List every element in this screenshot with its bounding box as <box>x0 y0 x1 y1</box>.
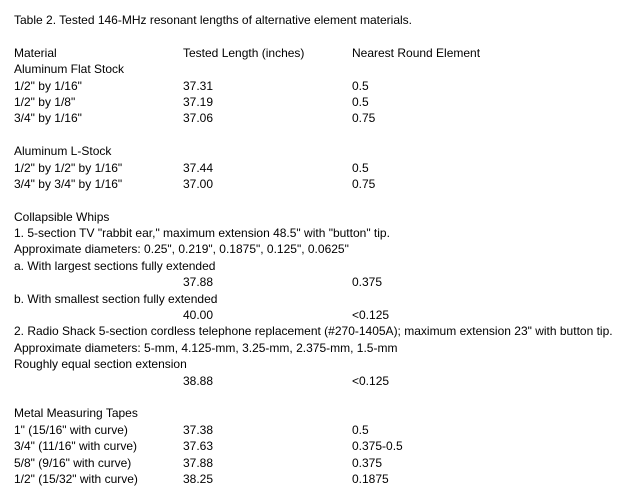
row-material: 5/8" (9/16" with curve) <box>14 455 132 470</box>
table-row <box>14 438 624 454</box>
document <box>14 12 624 487</box>
spacer <box>14 389 624 405</box>
row-length: 37.00 <box>183 176 214 191</box>
row-nearest: 0.375-0.5 <box>352 439 403 454</box>
table-row <box>14 471 624 487</box>
table-row <box>14 373 624 389</box>
table-row <box>14 110 624 126</box>
row-nearest: 0.5 <box>352 94 369 109</box>
row-material: 3/4" by 3/4" by 1/16" <box>14 176 123 191</box>
whip-item-1b: b. With smallest section fully extended <box>14 291 218 306</box>
table-row <box>14 78 624 94</box>
table-row <box>14 94 624 110</box>
row-material: 1/2" by 1/2" by 1/16" <box>14 160 123 175</box>
spacer <box>14 127 624 143</box>
whip-item-2: 2. Radio Shack 5-section cordless telephone replacement (#270-1405A); maximum extension 23" with button tip. Approximate diameters: 5-mm, 4.125-mm, 3.25-mm, 2.375-mm, 1.5-mm <box>14 324 613 355</box>
section-heading-tapes: Metal Measuring Tapes <box>14 406 138 421</box>
row-length: 37.88 <box>183 275 214 290</box>
table-row <box>14 422 624 438</box>
whip-item-1: 1. 5-section TV "rabbit ear," maximum extension 48.5" with "button" tip. <box>14 226 390 241</box>
row-nearest: 0.1875 <box>352 471 389 486</box>
row-length: 37.38 <box>183 422 214 437</box>
row-length: 37.44 <box>183 160 214 175</box>
header-material: Material <box>14 45 57 60</box>
row-length: 37.31 <box>183 78 214 93</box>
whip-item-1a: a. With largest sections fully extended <box>14 258 216 273</box>
row-length: 38.25 <box>183 471 214 486</box>
row-length: 40.00 <box>183 308 214 323</box>
row-length: 37.19 <box>183 94 214 109</box>
spacer <box>14 28 624 44</box>
row-nearest: 0.75 <box>352 111 376 126</box>
section-heading-whips: Collapsible Whips <box>14 209 110 224</box>
row-length: 37.06 <box>183 111 214 126</box>
row-nearest: 0.75 <box>352 176 376 191</box>
row-nearest: 0.5 <box>352 160 369 175</box>
row-material: 3/4" (11/16" with curve) <box>14 439 138 454</box>
header-length: Tested Length (inches) <box>183 45 305 60</box>
header-row <box>14 45 624 61</box>
row-material: 3/4" by 1/16" <box>14 111 82 126</box>
row-nearest: 0.5 <box>352 78 369 93</box>
row-length: 37.88 <box>183 455 214 470</box>
table-row <box>14 274 624 290</box>
row-length: 37.63 <box>183 439 214 454</box>
row-material: 1" (15/16" with curve) <box>14 422 128 437</box>
row-length: 38.88 <box>183 373 214 388</box>
row-nearest: 0.375 <box>352 275 383 290</box>
section-heading-flat-stock: Aluminum Flat Stock <box>14 62 125 77</box>
row-nearest: 0.375 <box>352 455 383 470</box>
section-heading-l-stock: Aluminum L-Stock <box>14 144 112 159</box>
row-material: 1/2" by 1/8" <box>14 94 76 109</box>
spacer <box>14 192 624 208</box>
table-row <box>14 307 624 323</box>
table-row <box>14 176 624 192</box>
header-nearest: Nearest Round Element <box>352 45 481 60</box>
whip-item-1-diameters: Approximate diameters: 0.25", 0.219", 0.1875", 0.125", 0.0625" <box>14 242 349 257</box>
row-nearest: 0.5 <box>352 422 369 437</box>
whip-item-2-note: Roughly equal section extension <box>14 357 187 372</box>
table-title: Table 2. Tested 146-MHz resonant lengths of alternative element materials. <box>14 13 412 27</box>
row-nearest: <0.125 <box>352 373 390 388</box>
row-material: 1/2" (15/32" with curve) <box>14 471 138 486</box>
row-nearest: <0.125 <box>352 308 390 323</box>
table-row <box>14 160 624 176</box>
row-material: 1/2" by 1/16" <box>14 78 82 93</box>
